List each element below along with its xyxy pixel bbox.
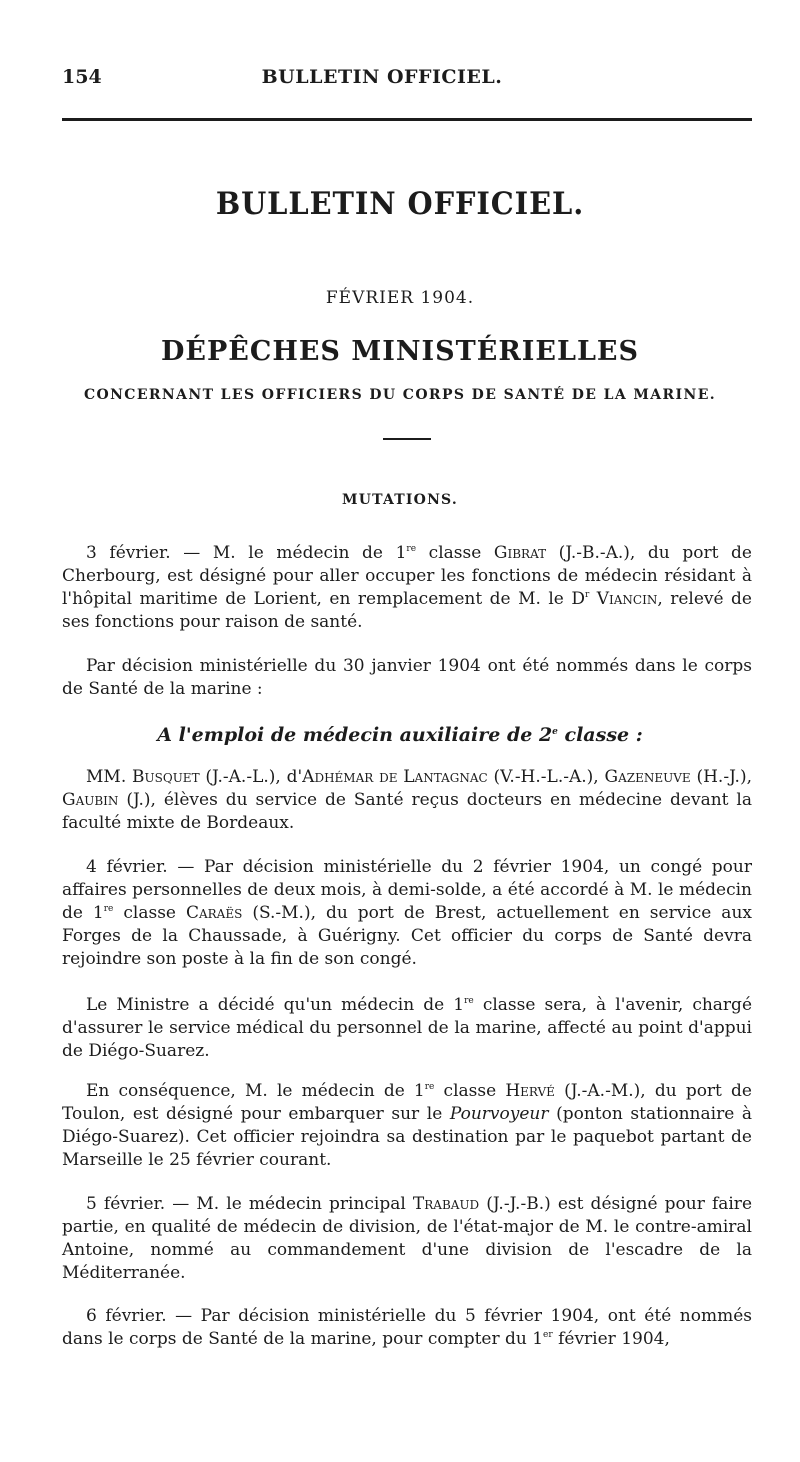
person-name: Caraës — [185, 903, 243, 923]
person-name: Adhémar de Lantagnac — [302, 767, 488, 787]
paragraph-feb-4 — [62, 856, 752, 971]
text: classe sera, à l'avenir, chargé d'assurer le service médical du personnel de la marine, affecté au point d'appui de Diégo-Suarez. — [62, 995, 753, 1061]
text — [589, 589, 596, 609]
text: classe — [416, 543, 494, 563]
text: classe — [113, 903, 186, 923]
running-title: BULLETIN OFFICIEL. — [261, 66, 503, 88]
person-name: Hervé — [505, 1081, 555, 1101]
text: (H.-J.), — [690, 767, 752, 787]
superscript: re — [424, 1082, 435, 1092]
page-number: 154 — [62, 66, 102, 88]
text: (J.-B.-A.), du port de Cherbourg, est désigné pour aller occuper les fonctions de médecin résidant à l'hôpital maritime de Lorient, en remplacement de M. le D — [62, 543, 752, 609]
text: 5 février. — M. le médecin principal — [86, 1194, 413, 1214]
person-name: Trabaud — [412, 1194, 480, 1214]
text: 3 février. — M. le médecin de 1 — [86, 543, 407, 563]
text: (S.-M.), du port de Brest, actuellement en service aux Forges de la Chaussade, à Guérigny. Cet officier du corps de Santé devra rejoindre son poste à la fin de son congé. — [62, 903, 752, 969]
person-name: Gazeneuve — [604, 767, 691, 787]
text: classe : — [557, 724, 643, 746]
main-title: BULLETIN OFFICIEL. — [215, 186, 585, 222]
dispatch-subtitle: CONCERNANT LES OFFICIERS DU CORPS DE SANTÉ DE LA MARINE. — [83, 387, 717, 403]
text: Le Ministre a décidé qu'un médecin de 1 — [86, 995, 465, 1015]
dispatch-title: DÉPÊCHES MINISTÉRIELLES — [160, 336, 640, 367]
section-heading — [0, 724, 800, 746]
superscript: re — [103, 904, 114, 914]
month-line: FÉVRIER 1904. — [325, 288, 475, 308]
person-name: Gibrat — [493, 543, 547, 563]
paragraph-decision-jan-30 — [62, 655, 752, 701]
superscript: re — [464, 996, 474, 1006]
paragraph-feb-6 — [62, 1305, 752, 1351]
text: (J.-J.-B.) est désigné pour faire partie, en qualité de médecin de division, de l'état-major de M. le contre-amiral Antoine, nommé au commandement d'une division de l'escadre de la Méditerranée. — [62, 1194, 752, 1283]
text: A l'emploi de médecin auxiliaire de 2 — [157, 724, 553, 746]
text: En conséquence, M. le médecin de 1 — [86, 1081, 425, 1101]
person-name: Viancin — [596, 589, 658, 609]
text: Par décision ministérielle du 30 janvier 1904 ont été nommés dans le corps de Santé de la marine : — [62, 656, 752, 699]
text: 6 février. — Par décision ministérielle du 5 février 1904, ont été nommés dans le corps de Santé de la marine, pour compter du 1 — [62, 1306, 752, 1349]
paragraph-feb-3 — [62, 542, 752, 634]
text: MM. — [86, 767, 133, 787]
text: (ponton stationnaire à Diégo-Suarez). Cet officier rejoindra sa destination par le paquebot partant de Marseille le 25 février courant. — [62, 1104, 752, 1170]
text: (J.-A.-M.), du port de Toulon, est désigné pour embarquer sur le — [62, 1081, 752, 1124]
mutations-heading: MUTATIONS. — [342, 492, 458, 508]
paragraph-minister-decision — [62, 994, 752, 1063]
ship-name: Pourvoyeur — [449, 1104, 549, 1124]
superscript: e — [552, 727, 558, 737]
header-rule — [62, 118, 752, 121]
person-name: Busquet — [132, 767, 200, 787]
superscript: re — [406, 544, 417, 554]
text: (J.-A.-L.), d' — [199, 767, 303, 787]
text: , relevé de ses fonctions pour raison de santé. — [62, 589, 752, 632]
section-divider — [383, 438, 431, 440]
paragraph-feb-5 — [62, 1193, 752, 1285]
superscript: er — [543, 1330, 553, 1340]
text: février 1904, — [552, 1329, 670, 1349]
text: (V.-H.-L.-A.), — [487, 767, 605, 787]
text: 4 février. — Par décision ministérielle du 2 février 1904, un congé pour affaires personnelles de deux mois, à demi-solde, a été accordé à M. le médecin de 1 — [62, 857, 752, 923]
superscript: r — [584, 590, 590, 600]
paragraph-appointees — [62, 766, 752, 835]
paragraph-consequence — [62, 1080, 752, 1172]
text: classe — [434, 1081, 506, 1101]
person-name: Gaubin — [62, 790, 119, 810]
text: (J.), élèves du service de Santé reçus docteurs en médecine devant la faculté mixte de Bordeaux. — [62, 790, 752, 833]
running-head — [62, 66, 752, 96]
